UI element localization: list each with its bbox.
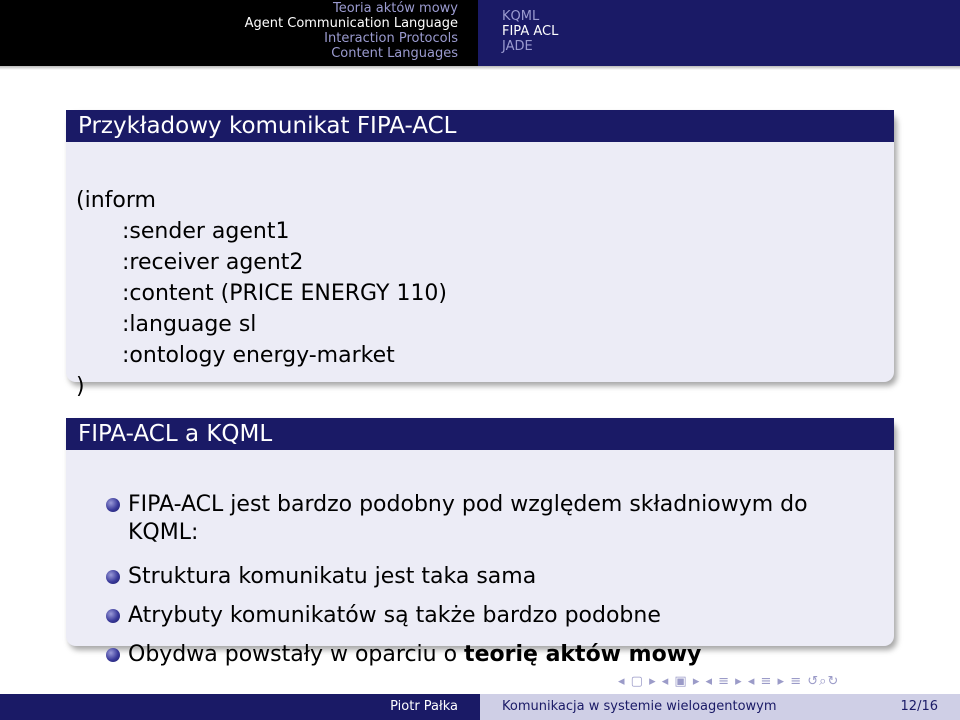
subsection-nav xyxy=(478,0,960,66)
footer-author-panel xyxy=(0,694,480,720)
example-block-title: Przykładowy komunikat FIPA-ACL xyxy=(66,110,894,142)
header-shadow xyxy=(0,66,960,70)
bullet-icon xyxy=(106,648,120,662)
bullet-icon xyxy=(106,609,120,623)
list-item: FIPA-ACL jest bardzo podobny pod względem składniowym do KQML: xyxy=(128,492,808,545)
code-line-language: :language sl xyxy=(122,312,257,337)
nav-document-icon[interactable]: ≡ xyxy=(790,674,803,689)
bullet-list xyxy=(66,450,894,667)
nav-section-content-languages[interactable]: Content Languages xyxy=(331,46,458,61)
comparison-block-title: FIPA-ACL a KQML xyxy=(66,418,894,450)
code-line-close: ) xyxy=(76,374,85,399)
beamer-navigation xyxy=(618,674,839,689)
list-item: Struktura komunikatu jest taka sama xyxy=(128,564,537,589)
nav-subsection-kqml[interactable]: KQML xyxy=(502,9,540,24)
nav-prev-part-icon[interactable]: ◂ ≡ ▸ xyxy=(747,674,786,689)
header-bar xyxy=(0,0,960,66)
list-item: Obydwa powstały w oparciu o teorię aktów mowy xyxy=(128,642,702,667)
footer-title-panel xyxy=(480,694,960,720)
bullet-icon xyxy=(106,498,120,512)
footer-page-number: 12/16 xyxy=(900,699,938,714)
emphasis-speech-acts: teorię aktów mowy xyxy=(464,642,702,667)
footer-bar xyxy=(0,694,960,720)
nav-prev-frame-icon[interactable]: ◂ ▢ ▸ xyxy=(618,674,657,689)
nav-subsection-jade[interactable]: JADE xyxy=(502,39,533,54)
bullet-icon xyxy=(106,570,120,584)
section-nav xyxy=(0,0,478,66)
footer-title: Komunikacja w systemie wieloagentowym xyxy=(502,699,777,714)
nav-section-interaction-protocols[interactable]: Interaction Protocols xyxy=(324,31,458,46)
footer-author: Piotr Pałka xyxy=(390,699,458,714)
nav-section-speech-acts[interactable]: Teoria aktów mowy xyxy=(333,1,458,16)
code-line-content: :content (PRICE ENERGY 110) xyxy=(122,281,448,306)
nav-prev-section-icon[interactable]: ◂ ≡ ▸ xyxy=(705,674,743,689)
comparison-block xyxy=(66,418,894,667)
code-line-ontology: :ontology energy-market xyxy=(122,343,395,368)
list-item: Atrybuty komunikatów są także bardzo podobne xyxy=(128,603,661,628)
example-message-block xyxy=(66,110,894,399)
code-line-receiver: :receiver agent2 xyxy=(122,250,304,275)
nav-subsection-fipa-acl[interactable]: FIPA ACL xyxy=(502,24,559,39)
code-line-inform: (inform xyxy=(76,188,156,213)
nav-section-acl[interactable]: Agent Communication Language xyxy=(244,16,458,31)
nav-search-icon[interactable]: ↺⌕↻ xyxy=(807,674,840,689)
code-line-sender: :sender agent1 xyxy=(122,219,290,244)
nav-prev-subsection-icon[interactable]: ◂ ▣ ▸ xyxy=(661,674,701,689)
